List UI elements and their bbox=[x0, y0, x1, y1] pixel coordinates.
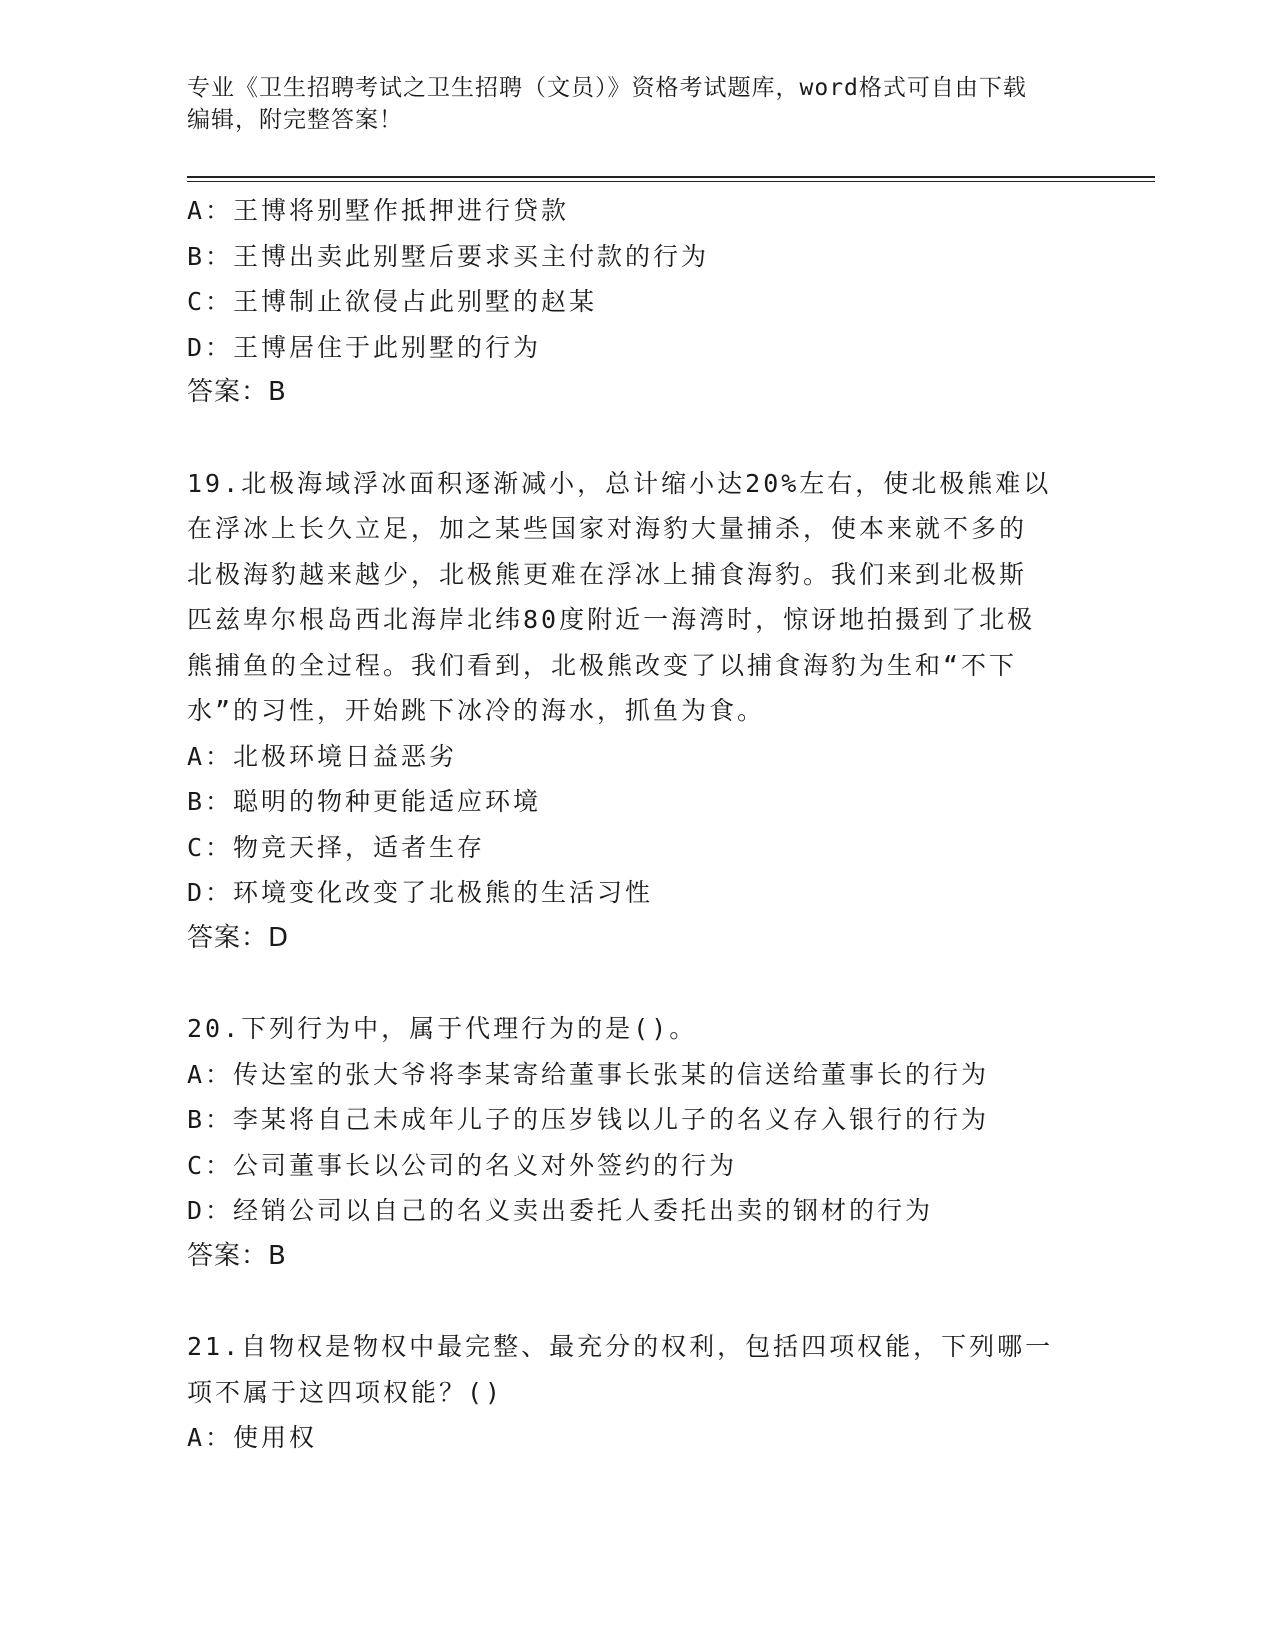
question-stem-line: 21.自物权是物权中最完整、最充分的权利，包括四项权能，下列哪一 bbox=[187, 1332, 1054, 1361]
header-line-2: 编辑，附完整答案！ bbox=[187, 107, 403, 133]
question-18 bbox=[187, 188, 1087, 416]
question-stem-line: 熊捕鱼的全过程。我们看到，北极熊改变了以捕食海豹为生和“不下 bbox=[187, 650, 1018, 680]
question-21 bbox=[187, 1324, 1087, 1461]
answer-line: 答案：B bbox=[187, 1240, 287, 1271]
option-a: A：使用权 bbox=[187, 1423, 318, 1452]
question-stem-line: 19.北极海域浮冰面积逐渐减小，总计缩小达20%左右，使北极熊难以 bbox=[187, 468, 1052, 498]
document-header bbox=[187, 72, 1067, 136]
option-b: B：李某将自己未成年儿子的压岁钱以儿子的名义存入银行的行为 bbox=[187, 1105, 990, 1134]
option-d: D：经销公司以自己的名义卖出委托人委托出卖的钢材的行为 bbox=[187, 1196, 934, 1225]
question-stem-line: 20.下列行为中，属于代理行为的是()。 bbox=[187, 1014, 698, 1043]
question-19 bbox=[187, 461, 1087, 962]
option-b: B：聪明的物种更能适应环境 bbox=[187, 787, 542, 816]
option-a: A：传达室的张大爷将李某寄给董事长张某的信送给董事长的行为 bbox=[187, 1059, 990, 1089]
option-d: D：王博居住于此别墅的行为 bbox=[187, 332, 542, 362]
spacer bbox=[187, 1279, 1087, 1324]
question-content bbox=[187, 188, 1087, 1461]
option-c: C：公司董事长以公司的名义对外签约的行为 bbox=[187, 1150, 738, 1180]
question-20 bbox=[187, 1006, 1087, 1279]
question-stem-line: 在浮冰上长久立足，加之某些国家对海豹大量捕杀，使本来就不多的 bbox=[187, 514, 1028, 543]
header-divider-thin bbox=[187, 181, 1155, 182]
header-line-1: 专业《卫生招聘考试之卫生招聘（文员）》资格考试题库，word格式可自由下载 bbox=[187, 75, 1027, 101]
option-a: A：王博将别墅作抵押进行贷款 bbox=[187, 196, 570, 225]
question-stem-line: 水”的习性，开始跳下冰冷的海水，抓鱼为食。 bbox=[187, 696, 766, 725]
spacer bbox=[187, 416, 1087, 461]
option-b: B：王博出卖此别墅后要求买主付款的行为 bbox=[187, 241, 710, 271]
option-c: C：物竞天择，适者生存 bbox=[187, 832, 486, 862]
question-stem-line: 北极海豹越来越少，北极熊更难在浮冰上捕食海豹。我们来到北极斯 bbox=[187, 559, 1028, 589]
spacer bbox=[187, 961, 1087, 1006]
question-stem-line: 项不属于这四项权能？() bbox=[187, 1377, 504, 1407]
option-a: A：北极环境日益恶劣 bbox=[187, 741, 458, 771]
option-d: D：环境变化改变了北极熊的生活习性 bbox=[187, 878, 654, 907]
answer-line: 答案：D bbox=[187, 922, 290, 953]
header-divider-thick bbox=[187, 176, 1155, 178]
question-stem-line: 匹兹卑尔根岛西北海岸北纬80度附近一海湾时，惊讶地拍摄到了北极 bbox=[187, 605, 1036, 634]
option-c: C：王博制止欲侵占此别墅的赵某 bbox=[187, 287, 598, 316]
answer-line: 答案：B bbox=[187, 377, 287, 407]
